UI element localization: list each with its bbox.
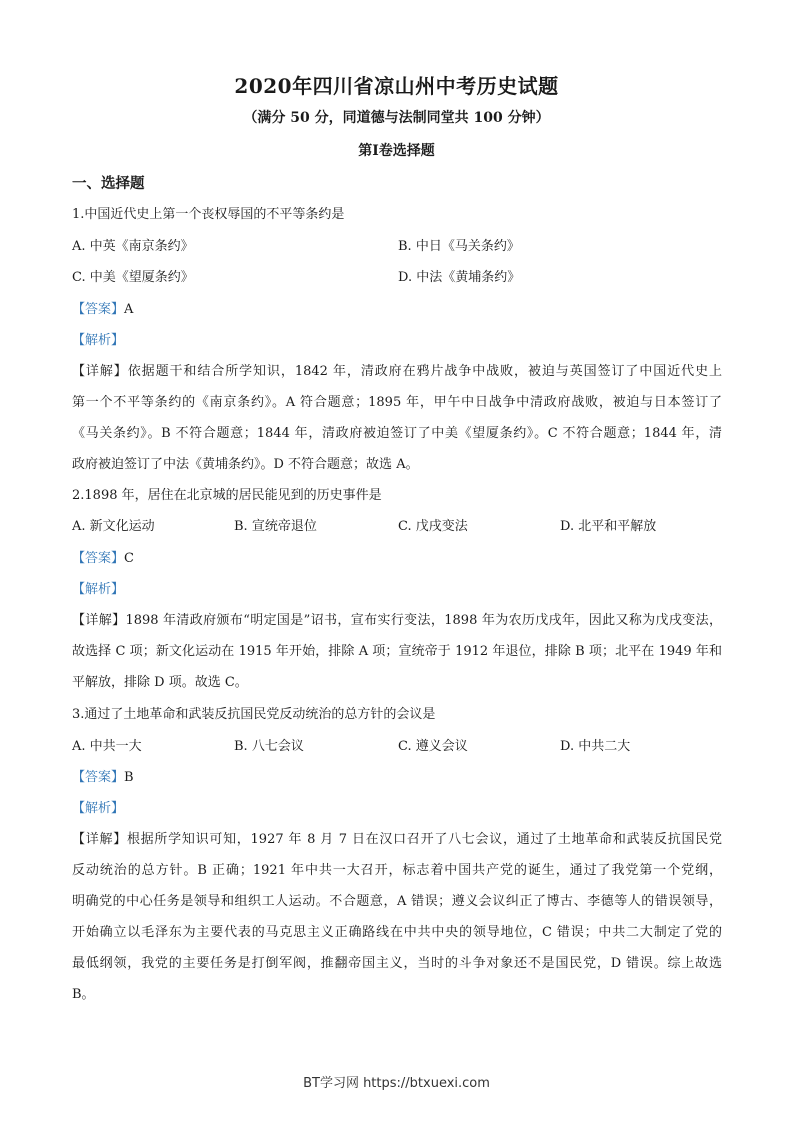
q3-answer — [72, 766, 134, 785]
q1-answer — [72, 298, 133, 317]
q1-detail-line-3: 《马关条约》。B 不符合题意；1844 年，清政府被迫签订了中美《望厦条约》。C 不符合题意；1844 年，清 — [72, 426, 722, 441]
detail-label: 【详解】 — [72, 613, 126, 628]
q3-option-b: B. 八七会议 — [234, 739, 304, 754]
q1-detail-line-1 — [72, 360, 722, 379]
q3-option-a: A. 中共一大 — [72, 739, 142, 754]
q3-detail-text-1: 根据所学知识可知，1927 年 8 月 7 日在汉口召开了八七会议，通过了土地革命和武装反抗国民党 — [126, 832, 722, 847]
part-title: 第Ⅰ卷选择题 — [358, 143, 435, 159]
q3-option-c: C. 遵义会议 — [398, 739, 468, 754]
q2-answer — [72, 547, 134, 566]
footer-watermark: BT学习网 https://btxuexi.com — [303, 1076, 490, 1091]
q2-option-b: B. 宣统帝退位 — [234, 519, 317, 534]
page-subtitle: （满分 50 分，同道德与法制同堂共 100 分钟） — [243, 110, 550, 126]
q3-detail-line-2: 反动统治的总方针。B 正确；1921 年中共一大召开，标志着中国共产党的诞生，通过了我党第一个党纲， — [72, 863, 722, 878]
q3-detail-line-3: 明确党的中心任务是领导和组织工人运动。不合题意，A 错误；遵义会议纠正了博古、李德等人的错误领导， — [72, 894, 722, 909]
q2-stem: 2.1898 年，居住在北京城的居民能见到的历史事件是 — [72, 488, 382, 503]
q2-detail-line-2: 故选择 C 项；新文化运动在 1915 年开始，排除 A 项；宣统帝于 1912 年退位，排除 B 项；北平在 1949 年和 — [72, 644, 722, 659]
section-heading: 一、选择题 — [72, 175, 145, 192]
q3-analysis-label: 【解析】 — [72, 801, 125, 816]
q2-analysis-label: 【解析】 — [72, 582, 125, 597]
q2-option-c: C. 戊戌变法 — [398, 519, 468, 534]
q3-detail-line-4: 开始确立以毛泽东为主要代表的马克思主义正确路线在中共中央的领导地位，C 错误；中共二大制定了党的 — [72, 925, 722, 940]
q1-option-b: B. 中日《马关条约》 — [398, 239, 520, 254]
q2-answer-value: C — [124, 551, 134, 566]
q2-option-d: D. 北平和平解放 — [560, 519, 657, 534]
q1-option-a: A. 中英《南京条约》 — [72, 239, 194, 254]
q3-answer-value: B — [124, 770, 134, 785]
q3-detail-line-6: B。 — [72, 987, 95, 1002]
page-title: 2020年四川省凉山州中考历史试题 — [234, 74, 559, 98]
q1-analysis-label: 【解析】 — [72, 333, 125, 348]
q1-option-d: D. 中法《黄埔条约》 — [398, 270, 521, 285]
answer-label: 【答案】 — [72, 770, 125, 785]
q1-detail-line-4: 政府被迫签订了中法《黄埔条约》。D 不符合题意；故选 A。 — [72, 457, 419, 472]
q1-detail-line-2: 第一个不平等条约的《南京条约》。A 符合题意；1895 年，甲午中日战争中清政府战败，被迫与日本签订了 — [72, 395, 722, 410]
q3-detail-line-1 — [72, 828, 722, 847]
q2-detail-line-3: 平解放，排除 D 项。故选 C。 — [72, 675, 248, 690]
q2-detail-text-1: 1898 年清政府颁布“明定国是”诏书，宣布实行变法，1898 年为农历戊戌年，因此又称为戊戌变法， — [125, 613, 722, 628]
q3-stem: 3.通过了土地革命和武装反抗国民党反动统治的总方针的会议是 — [72, 707, 436, 722]
detail-label: 【详解】 — [72, 364, 128, 379]
detail-label: 【详解】 — [72, 832, 127, 847]
q2-detail-line-1 — [72, 609, 722, 628]
q1-stem: 1.中国近代史上第一个丧权辱国的不平等条约是 — [72, 207, 345, 222]
q1-option-c: C. 中美《望厦条约》 — [72, 270, 194, 285]
q1-detail-text-1: 依据题干和结合所学知识，1842 年，清政府在鸦片战争中战败，被迫与英国签订了中国近代史上 — [127, 364, 722, 379]
answer-label: 【答案】 — [72, 302, 125, 317]
q3-option-d: D. 中共二大 — [560, 739, 631, 754]
answer-label: 【答案】 — [72, 551, 125, 566]
q2-option-a: A. 新文化运动 — [72, 519, 155, 534]
q3-detail-line-5: 最低纲领，我党的主要任务是打倒军阀，推翻帝国主义，当时的斗争对象还不是国民党，D 错误。综上故选 — [72, 956, 722, 971]
q1-answer-value: A — [124, 302, 134, 317]
